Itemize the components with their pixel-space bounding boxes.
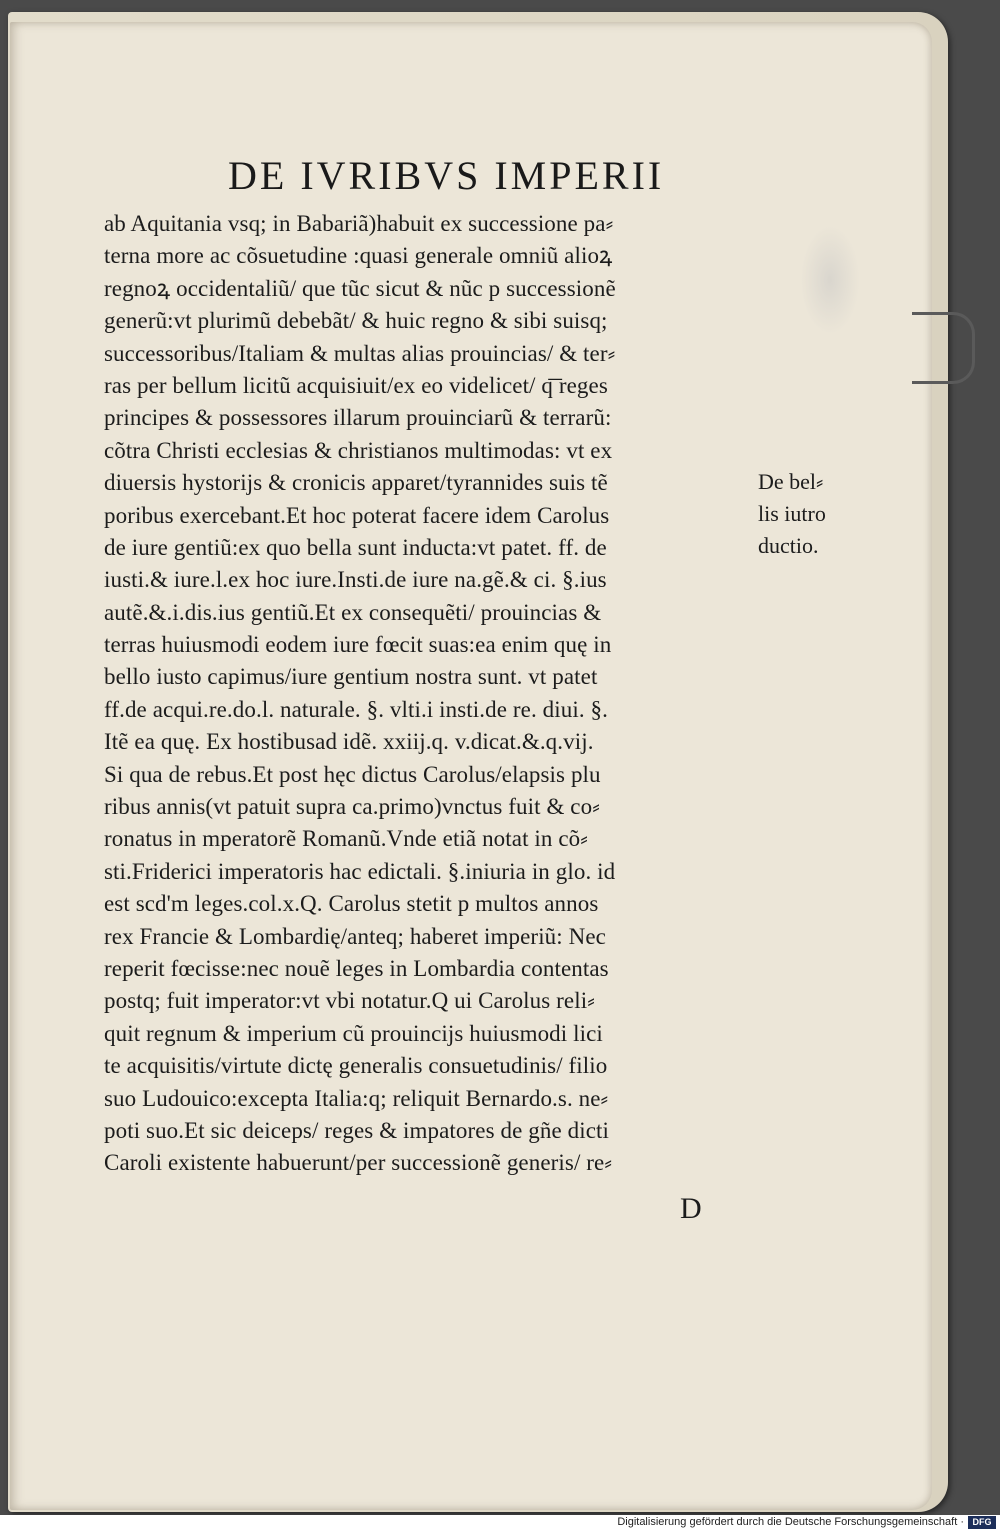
text-line: de iure gentiũ:ex quo bella sunt inducta:vt patet. ff. de — [104, 534, 607, 560]
signature-mark: D — [680, 1192, 702, 1225]
text-line: regnoꝝ occidentaliũ/ que tũc sicut & nũc p successionẽ — [104, 275, 616, 301]
text-line: autẽ.&.i.dis.ius gentiũ.Et ex consequẽti/ prouincias & — [104, 599, 602, 625]
text-line: reperit fœcisse:nec nouẽ leges in Lombardia contentas — [104, 955, 609, 981]
main-text — [104, 208, 764, 1180]
page-tab-marker — [912, 312, 975, 384]
marginal-note-line: ductio. — [758, 533, 819, 558]
text-line: quit regnum & imperium cũ prouincijs huiusmodi lici — [104, 1020, 603, 1046]
text-line: bello iusto capimus/iure gentium nostra sunt. vt patet — [104, 664, 598, 690]
text-line: principes & possessores illarum prouinciarũ & terrarũ: — [104, 405, 612, 431]
marginal-note-line: lis iutro — [758, 501, 826, 526]
text-line: ribus annis(vt patuit supra ca.primo)vnctus fuit & co⸗ — [104, 794, 600, 820]
text-line: ab Aquitania vsq; in Babariã)habuit ex successione pa⸗ — [104, 211, 614, 236]
text-line: te acquisitis/virtute dictę generalis consuetudinis/ filio — [104, 1053, 608, 1079]
text-line: sti.Friderici imperatoris hac edictali. §.iniuria in glo. id — [104, 858, 616, 884]
running-header: DE IVRIBVS IMPERII — [228, 153, 665, 198]
ink-bleed-through — [800, 225, 860, 335]
text-line: iusti.& iure.l.ex hoc iure.Insti.de iure na.gẽ.& ci. §.ius — [104, 567, 607, 593]
text-line: rex Francie & Lombardię/anteq; haberet imperiũ: Nec — [104, 923, 606, 949]
dfg-logo: DFG — [968, 1516, 996, 1529]
text-line: ronatus in mperatorẽ Romanũ.Vnde etiã notat in cõ⸗ — [104, 826, 589, 852]
text-line: postq; fuit imperator:vt vbi notatur.Q ui Carolus reli⸗ — [104, 988, 595, 1014]
text-line: poribus exercebant.Et hoc poterat facere idem Carolus — [104, 502, 610, 528]
text-line: diuersis hystorijs & cronicis apparet/tyrannides suis tẽ — [104, 470, 608, 496]
text-line: terras huiusmodi eodem iure fœcit suas:ea enim quę in — [104, 632, 612, 658]
marginal-note — [758, 466, 858, 562]
text-line: generũ:vt plurimũ debebãt/ & huic regno & sibi suisq; — [104, 308, 608, 334]
text-line: suo Ludouico:excepta Italia:q; reliquit Bernardo.s. ne⸗ — [104, 1085, 609, 1111]
text-line: cõtra Christi ecclesias & christianos multimodas: vt ex — [104, 437, 613, 463]
text-line: Itẽ ea quę. Ex hostibusad idẽ. xxiij.q. v.dicat.&.q.vij. — [104, 729, 594, 755]
text-line: terna more ac cõsuetudine :quasi generale omniũ alioꝝ — [104, 243, 613, 269]
text-line: ras per bellum licitũ acquisiuit/ex eo videlicet/ q͞ reges — [104, 372, 608, 398]
funding-credit: Digitalisierung gefördert durch die Deutsche Forschungsgemeinschaft · — [617, 1516, 964, 1528]
text-line: est scd'm leges.col.x.Q. Carolus stetit p multos annos — [104, 891, 599, 917]
text-line: Caroli existente habuerunt/per successionẽ generis/ re⸗ — [104, 1150, 613, 1176]
text-line: ff.de acqui.re.do.l. naturale. §. vlti.i insti.de re. diui. §. — [104, 696, 608, 722]
marginal-note-line: De bel⸗ — [758, 469, 824, 494]
text-line: poti suo.Et sic deiceps/ reges & impatores de gñe dicti — [104, 1117, 609, 1143]
text-line: Si qua de rebus.Et post hęc dictus Carolus/elapsis plu — [104, 761, 601, 787]
text-line: successoribus/Italiam & multas alias prouincias/ & ter⸗ — [104, 340, 616, 366]
